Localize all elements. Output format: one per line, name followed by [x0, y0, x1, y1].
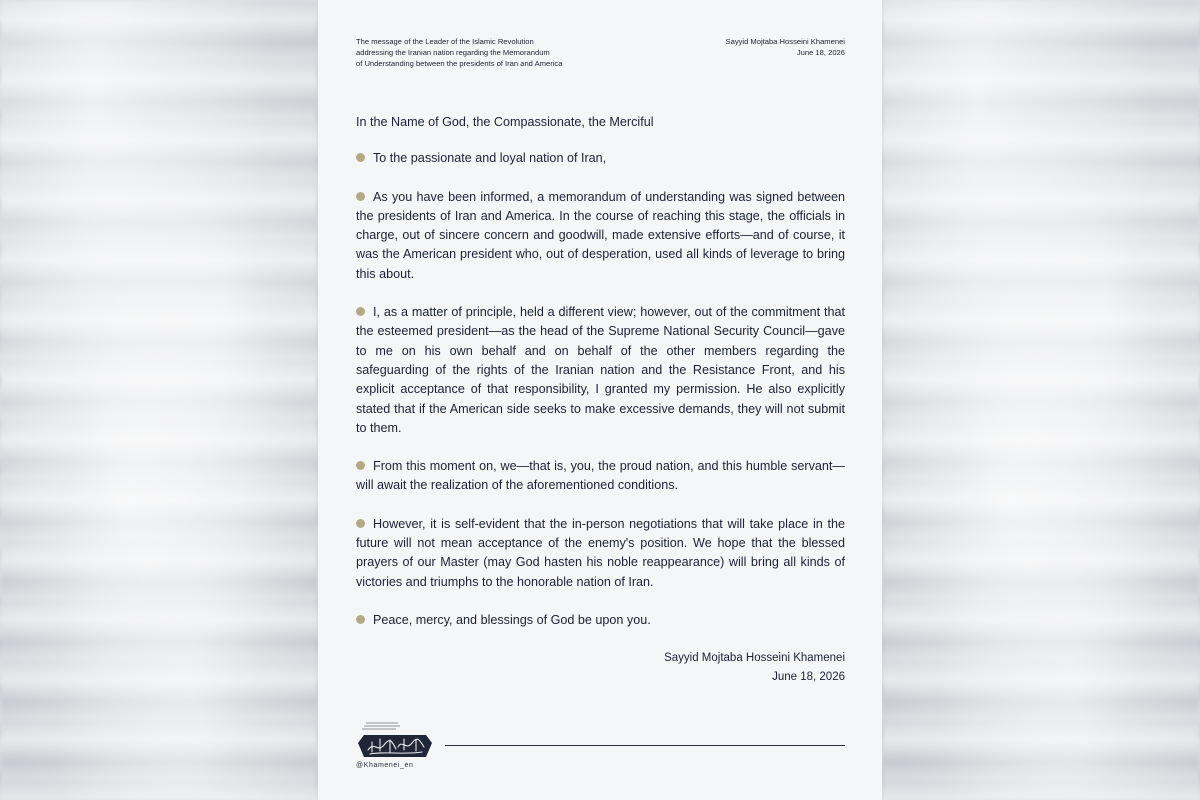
paragraph-text: However, it is self-evident that the in-person negotiations that will take place in the future will not mean acceptance of the enemy's position. We hope that the blessed prayers of our Master (may God hasten his noble reappearance) will bring all kinds of victories and triumphs to the honorable nation of Iran.	[356, 516, 845, 589]
background-right	[882, 0, 1200, 800]
paragraph	[356, 303, 845, 438]
header-author: Sayyid Mojtaba Hosseini Khamenei	[725, 37, 845, 46]
background-left	[0, 0, 318, 800]
header-line: addressing the Iranian nation regarding the Memorandum	[356, 47, 550, 57]
bullet-dot-icon	[356, 192, 365, 201]
paragraph-text: I, as a matter of principle, held a different view; however, out of the commitment that the esteemed president—as the head of the Supreme National Security Council—gave to me on his own behalf and on behalf of the other members regarding the safeguarding of the rights of the Iranian nation and the Resistance Front, and his explicit acceptance of that responsibility, I granted my permission. He also explicitly stated that if the American side seeks to make excessive demands, they will not submit to them.	[356, 305, 845, 435]
paragraph-text: Peace, mercy, and blessings of God be upon you.	[373, 612, 651, 627]
header-date: June 18, 2026	[796, 47, 845, 57]
bullet-dot-icon	[356, 307, 365, 316]
social-handle: @Khamenei_en	[356, 762, 414, 769]
invocation: In the Name of God, the Compassionate, the Merciful	[356, 115, 654, 129]
signature-block	[664, 649, 845, 687]
paragraph-text: As you have been informed, a memorandum of understanding was signed between the presidents of Iran and America. In the course of reaching this stage, the officials in charge, out of sincere concern and goodwill, made extensive efforts—and of course, it was the American president who, out of desperation, used all kinds of leverage to bring this about.	[356, 189, 845, 281]
paragraph	[356, 457, 845, 496]
paragraph	[356, 149, 845, 168]
paragraph	[356, 611, 845, 630]
document-page	[318, 0, 882, 800]
header-line: The message of the Leader of the Islamic Revolution	[356, 37, 534, 46]
paragraph	[356, 515, 845, 592]
paragraph-text: From this moment on, we—that is, you, the proud nation, and this humble servant—will await the realization of the aforementioned conditions.	[356, 459, 845, 493]
footer-rule	[445, 745, 845, 746]
bullet-dot-icon	[356, 615, 365, 624]
signature-date: June 18, 2026	[772, 671, 845, 683]
header-meta	[726, 37, 845, 59]
header-title	[356, 37, 656, 69]
bullet-dot-icon	[356, 519, 365, 528]
message-body	[356, 113, 845, 649]
paragraph	[356, 188, 845, 284]
header-line: of Understanding between the presidents of Iran and America	[356, 58, 563, 68]
paragraph-text: To the passionate and loyal nation of Iran,	[373, 151, 607, 166]
bullet-dot-icon	[356, 153, 365, 162]
signature-name: Sayyid Mojtaba Hosseini Khamenei	[664, 652, 845, 664]
bullet-dot-icon	[356, 461, 365, 470]
